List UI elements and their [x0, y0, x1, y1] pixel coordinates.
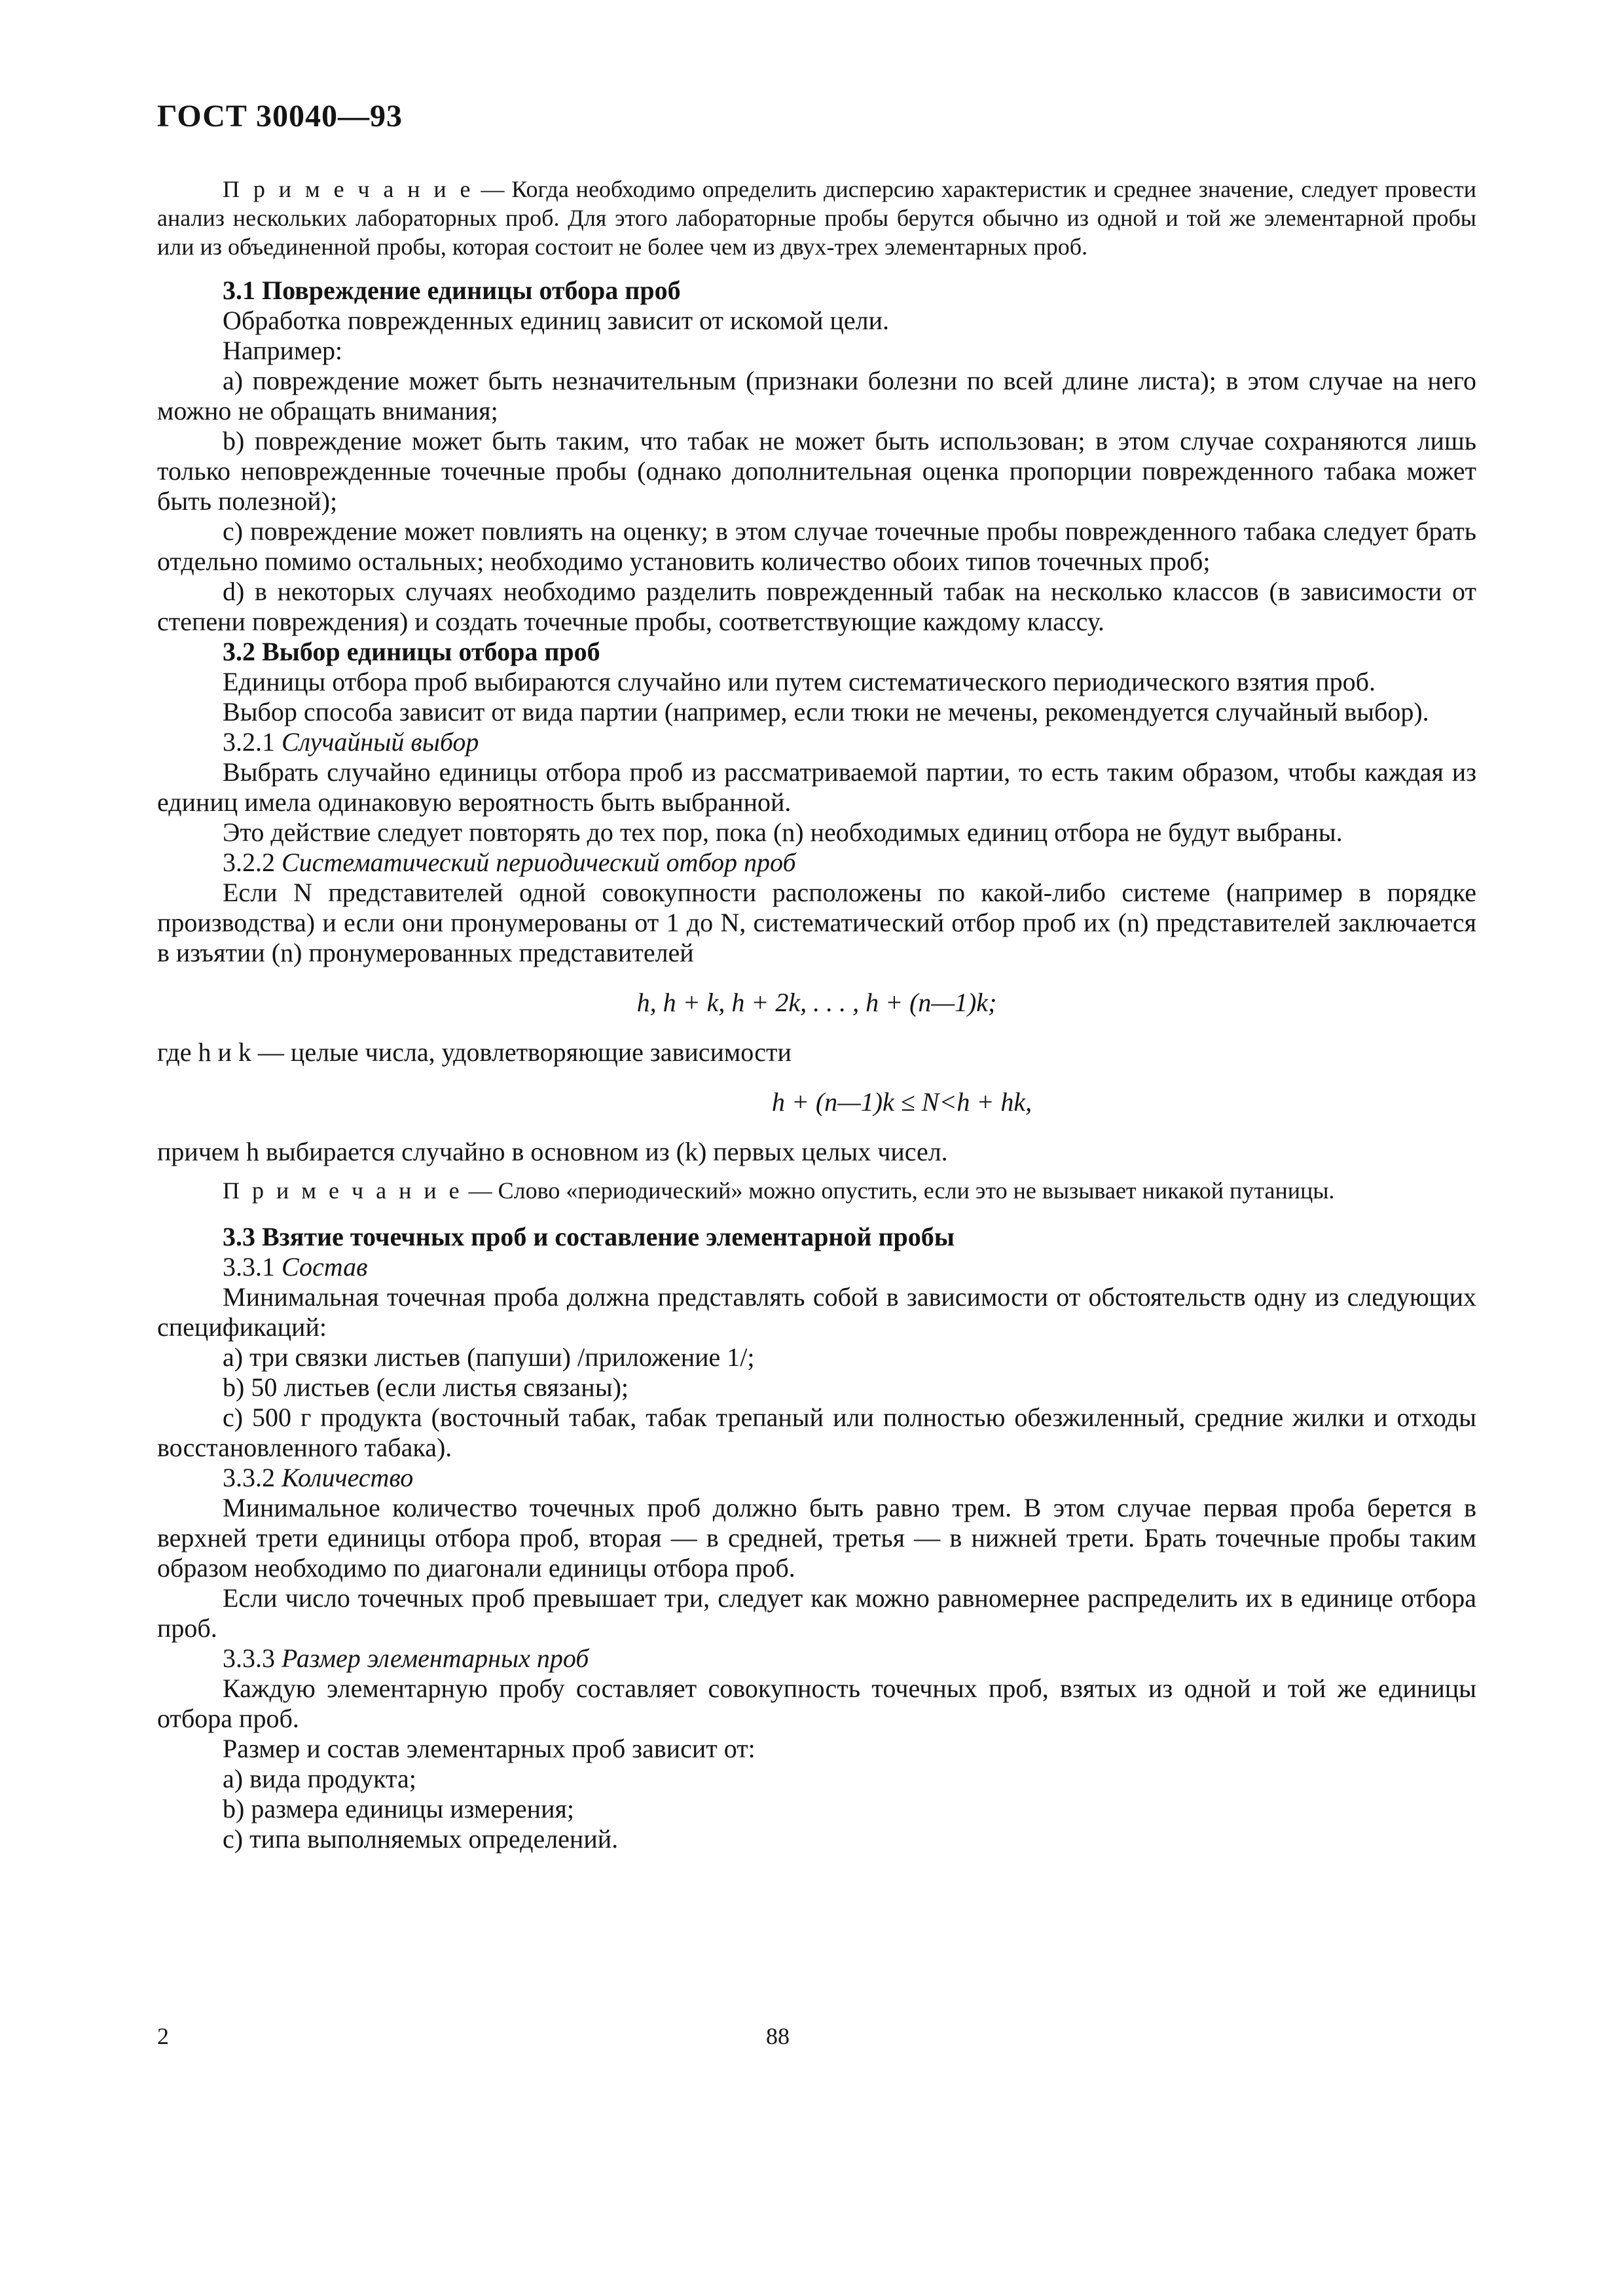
list-item-a: а) три связки листьев (папуши) /приложение 1/; — [223, 1342, 755, 1372]
subsection-title: Размер элементарных проб — [282, 1643, 589, 1673]
list-item-c: с) 500 г продукта (восточный табак, табак трепаный или полностью обезжиленный, средние жилки и отходы восстановленного табака). — [157, 1403, 1476, 1462]
subsection-heading-3-2-2 — [157, 848, 1476, 878]
list-item-a: а) повреждение может быть незначительным (признаки болезни по всей длине листа); в этом случае на него можно не обращать внимания; — [157, 366, 1476, 425]
formula-sequence: h, h + k, h + 2k, . . . , h + (n—1)k; — [636, 988, 997, 1017]
paragraph: Если N представителей одной совокупности расположены по какой-либо системе (например в порядке производства) и если они пронумерованы от 1 до N, систематический отбор проб их (n) представителей заключается в изъятии (n) пронумерованных представителей — [157, 878, 1476, 967]
paragraph: Это действие следует повторять до тех пор, пока (n) необходимых единиц отбора не будут выбраны. — [223, 817, 1343, 847]
list-item-a: а) вида продукта; — [223, 1764, 416, 1793]
subsection-title: Случайный выбор — [282, 727, 479, 757]
section-heading-3-3: 3.3 Взятие точечных проб и составление элементарной пробы — [223, 1222, 955, 1251]
paragraph: Выбор способа зависит от вида партии (например, если тюки не мечены, рекомендуется случайный выбор). — [223, 697, 1429, 726]
paragraph: Выбрать случайно единицы отбора проб из рассматриваемой партии, то есть таким образом, чтобы каждая из единиц имела одинаковую вероятность быть выбранной. — [157, 757, 1476, 817]
note-paragraph — [157, 1176, 1476, 1205]
document-code: ГОСТ 30040—93 — [157, 99, 403, 134]
subsection-number: 3.3.2 — [223, 1463, 275, 1492]
paragraph: Например: — [223, 336, 343, 365]
paragraph: Если число точечных проб превышает три, следует как можно равномернее распределить их в единице отбора проб. — [157, 1583, 1476, 1643]
subsection-number: 3.3.1 — [223, 1252, 275, 1282]
subsection-heading-3-3-2 — [157, 1463, 1476, 1493]
paragraph: Минимальная точечная проба должна представлять собой в зависимости от обстоятельств одну из следующих спецификаций: — [157, 1282, 1476, 1342]
note-paragraph — [157, 175, 1476, 261]
note-label: П р и м е ч а н и е — [223, 176, 474, 202]
note-text: — Слово «периодический» можно опустить, если это не вызывает никакой путаницы. — [462, 1177, 1335, 1204]
subsection-heading-3-3-3 — [157, 1643, 1476, 1674]
list-item-d: d) в некоторых случаях необходимо разделить поврежденный табак на несколько классов (в зависимости от степени повреждения) и создать точечные пробы, соответствующие каждому классу. — [157, 577, 1476, 636]
sheet-number: 88 — [766, 2023, 790, 2049]
paragraph: Обработка поврежденных единиц зависит от искомой цели. — [223, 306, 890, 335]
subsection-number: 3.2.1 — [223, 727, 275, 757]
paragraph: Минимальное количество точечных проб должно быть равно трем. В этом случае первая проба берется в верхней трети единицы отбора проб, вторая — в средней, третья — в нижней трети. Брать точечные пробы таким образом необходимо по диагонали единицы отбора проб. — [157, 1493, 1476, 1583]
list-item-b: b) 50 листьев (если листья связаны); — [223, 1372, 629, 1402]
paragraph: причем h выбирается случайно в основном из (k) первых целых чисел. — [157, 1137, 948, 1166]
section-heading-3-2: 3.2 Выбор единицы отбора проб — [223, 637, 600, 666]
subsection-title: Количество — [282, 1463, 414, 1492]
subsection-number: 3.3.3 — [223, 1643, 275, 1673]
list-item-b: b) повреждение может быть таким, что табак не может быть использован; в этом случае сохраняются лишь только неповрежденные точечные пробы (однако дополнительная оценка пропорции поврежденного табака может быть полезной); — [157, 426, 1476, 516]
note-label: П р и м е ч а н и е — [223, 1177, 463, 1204]
list-item-b: b) размера единицы измерения; — [223, 1794, 574, 1823]
paragraph: Размер и состав элементарных проб зависит от: — [223, 1734, 756, 1763]
note-text: — Когда необходимо определить дисперсию характеристик и среднее значение, следует провести анализ нескольких лабораторных проб. Для этого лабораторные пробы берутся обычно из одной и той же элементарной пробы или из объединенной пробы, которая состоит не более чем из двух-трех элементарных проб. — [157, 176, 1476, 260]
paragraph: Каждую элементарную пробу составляет совокупность точечных проб, взятых из одной и той же единицы отбора проб. — [157, 1674, 1476, 1733]
page-number: 2 — [157, 2023, 169, 2049]
formula-inequality: h + (n—1)k ≤ N<h + hk, — [771, 1087, 1032, 1117]
list-item-c: с) типа выполняемых определений. — [223, 1824, 619, 1854]
subsection-title: Состав — [282, 1252, 368, 1282]
paragraph: Единицы отбора проб выбираются случайно или путем систематического периодического взятия проб. — [223, 667, 1376, 696]
subsection-heading-3-3-1 — [157, 1252, 1476, 1282]
paragraph: где h и k — целые числа, удовлетворяющие зависимости — [157, 1037, 792, 1067]
list-item-c: с) повреждение может повлиять на оценку; в этом случае точечные пробы поврежденного табака следует брать отдельно помимо остальных; необходимо установить количество обоих типов точечных проб; — [157, 516, 1476, 576]
page-content — [157, 98, 1476, 1854]
subsection-title: Систематический периодический отбор проб — [282, 848, 796, 877]
subsection-number: 3.2.2 — [223, 848, 275, 877]
section-heading-3-1: 3.1 Повреждение единицы отбора проб — [223, 276, 681, 305]
subsection-heading-3-2-1 — [157, 727, 1476, 757]
